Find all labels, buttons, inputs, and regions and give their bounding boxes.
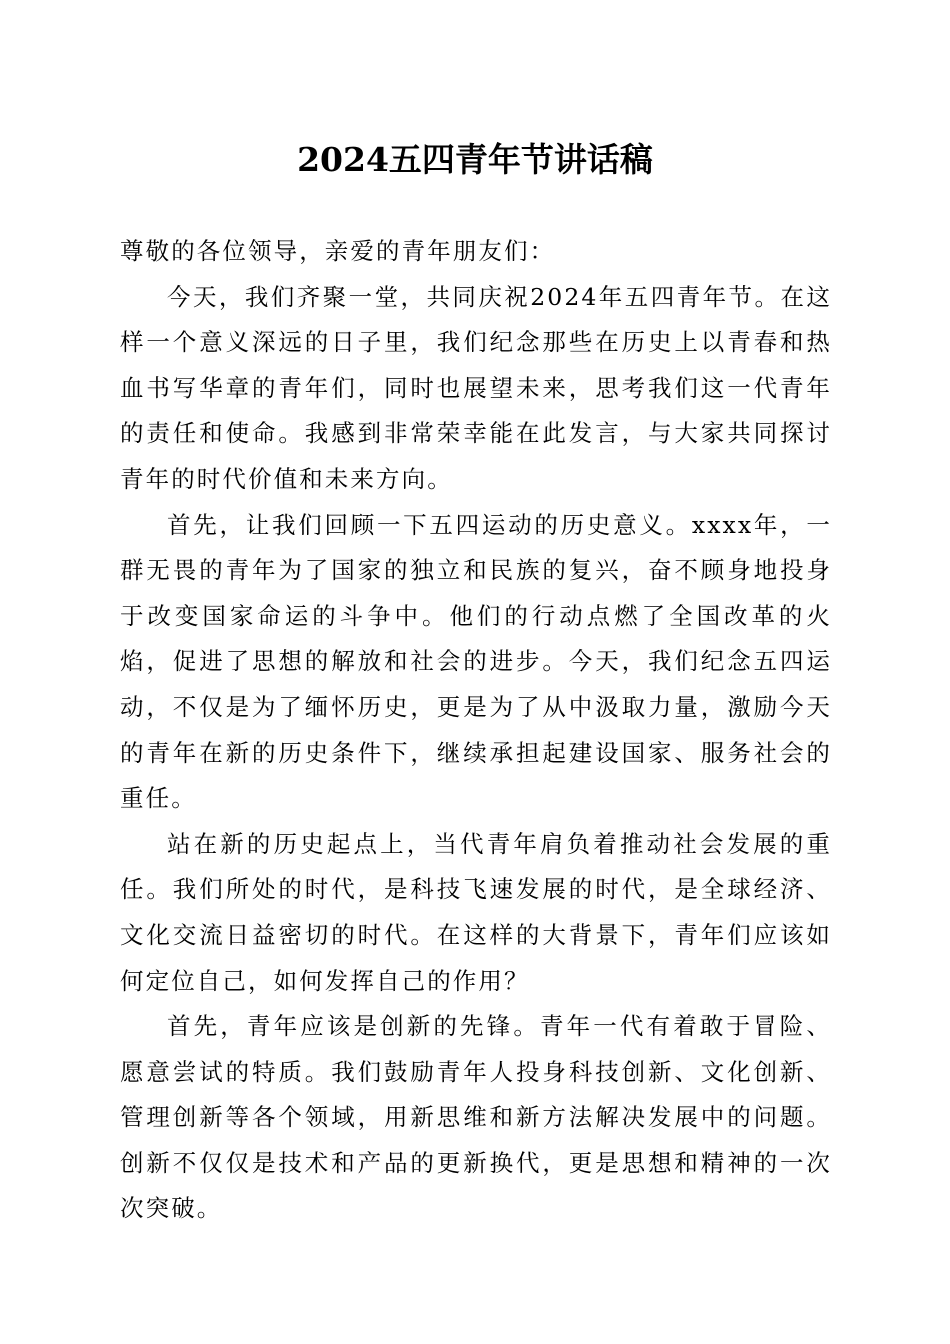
- paragraph-responsibility: 站在新的历史起点上，当代青年肩负着推动社会发展的重任。我们所处的时代，是科技飞速发展的时代，是全球经济、文化交流日益密切的时代。在这样的大背景下，青年们应该如何定位自己，如何发挥自己的作用？: [120, 829, 832, 995]
- paragraph-history: 首先，让我们回顾一下五四运动的历史意义。xxxx年，一群无畏的青年为了国家的独立和民族的复兴，奋不顾身地投身于改变国家命运的斗争中。他们的行动点燃了全国改革的火焰，促进了思想的解放和社会的进步。今天，我们纪念五四运动，不仅是为了缅怀历史，更是为了从中汲取力量，激励今天的青年在新的历史条件下，继续承担起建设国家、服务社会的重任。: [120, 510, 832, 813]
- paragraph-opening: 今天，我们齐聚一堂，共同庆祝2024年五四青年节。在这样一个意义深远的日子里，我们纪念那些在历史上以青春和热血书写华章的青年们，同时也展望未来，思考我们这一代青年的责任和使命。我感到非常荣幸能在此发言，与大家共同探讨青年的时代价值和未来方向。: [120, 282, 832, 493]
- page-title: 2024五四青年节讲话稿: [297, 140, 653, 179]
- speech-body: [120, 229, 832, 1232]
- paragraph-innovation: 首先，青年应该是创新的先锋。青年一代有着敢于冒险、愿意尝试的特质。我们鼓励青年人投身科技创新、文化创新、管理创新等各个领域，用新思维和新方法解决发展中的问题。创新不仅仅是技术和产品的更新换代，更是思想和精神的一次次突破。: [120, 1012, 832, 1223]
- salutation: 尊敬的各位领导，亲爱的青年朋友们：: [120, 237, 556, 265]
